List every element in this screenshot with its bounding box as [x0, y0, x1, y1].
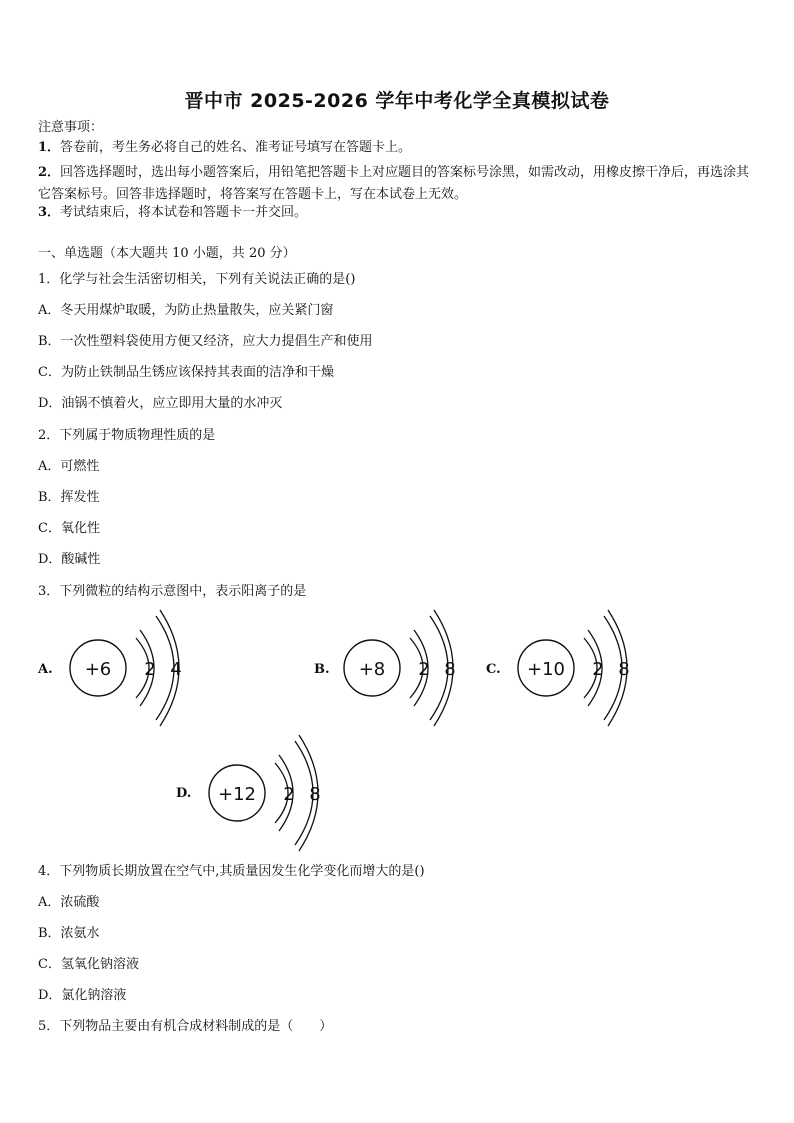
notice-item-number: 2． — [38, 165, 61, 180]
question-4-option-b: B．浓氨水 — [38, 926, 100, 941]
atom-diagram-b — [338, 608, 468, 728]
question-2-stem: 2．下列属于物质物理性质的是 — [38, 428, 216, 443]
notice-item-number: 1． — [38, 140, 61, 155]
diagram-a-letter: A. — [38, 662, 53, 677]
shell-1-electrons: 2 — [418, 659, 430, 680]
question-2-option-c: C．氧化性 — [38, 521, 100, 536]
notice-item-3 — [38, 205, 758, 221]
shell-2-electrons: 4 — [170, 659, 182, 680]
shell-1-electrons: 2 — [592, 659, 604, 680]
notice-item-2 — [38, 162, 758, 206]
question-1-stem: 1．化学与社会生活密切相关，下列有关说法正确的是() — [38, 272, 356, 287]
nucleus-charge: +8 — [358, 659, 386, 680]
question-1-option-b: B．一次性塑料袋使用方便又经济，应大力提倡生产和使用 — [38, 334, 373, 349]
page-title: 晋中市 2025-2026 学年中考化学全真模拟试卷 — [184, 90, 610, 112]
atom-diagram-c — [512, 608, 642, 728]
atom-diagram-a — [64, 608, 194, 728]
notice-item-number: 3． — [38, 205, 61, 220]
question-4-option-c: C．氢氧化钠溶液 — [38, 957, 139, 972]
shell-1-electrons: 2 — [144, 659, 156, 680]
question-2-option-b: B．挥发性 — [38, 490, 100, 505]
question-1-option-d: D．油锅不慎着火，应立即用大量的水冲灭 — [38, 396, 283, 411]
question-4-stem: 4．下列物质长期放置在空气中,其质量因发生化学变化而增大的是() — [38, 864, 425, 879]
question-5-stem: 5．下列物品主要由有机合成材料制成的是（ ） — [38, 1019, 333, 1034]
shell-2-electrons: 8 — [618, 659, 630, 680]
question-3-stem: 3．下列微粒的结构示意图中，表示阳离子的是 — [38, 584, 307, 599]
nucleus-charge: +10 — [527, 659, 565, 680]
notice-item-text: 回答选择题时，选出每小题答案后，用铅笔把答题卡上对应题目的答案标号涂黑，如需改动，用橡皮擦干净后，再选涂其它答案标号。回答非选择题时，将答案写在答题卡上，写在本试卷上无效。 — [38, 165, 750, 202]
nucleus-charge: +6 — [84, 659, 112, 680]
question-4-option-d: D．氯化钠溶液 — [38, 988, 127, 1003]
notice-item-1 — [38, 140, 758, 156]
question-1-option-a: A．冬天用煤炉取暖，为防止热量散失，应关紧门窗 — [38, 303, 334, 318]
question-2-option-d: D．酸碱性 — [38, 552, 101, 567]
question-2-option-a: A．可燃性 — [38, 459, 100, 474]
diagram-d-letter: D. — [176, 786, 192, 801]
shell-2-electrons: 8 — [444, 659, 456, 680]
question-1-option-c: C．为防止铁制品生锈应该保持其表面的洁净和干燥 — [38, 365, 334, 380]
shell-2-electrons: 8 — [309, 784, 321, 805]
question-4-option-a: A．浓硫酸 — [38, 895, 100, 910]
nucleus-charge: +12 — [218, 784, 256, 805]
diagram-b-letter: B. — [314, 662, 330, 677]
atom-diagram-d — [203, 733, 333, 853]
notice-item-text: 考试结束后，将本试卷和答题卡一并交回。 — [60, 205, 308, 220]
section-heading: 一、单选题（本大题共 10 小题，共 20 分） — [38, 246, 296, 261]
diagram-c-letter: C. — [486, 662, 501, 677]
notice-item-text: 答卷前，考生务必将自己的姓名、准考证号填写在答题卡上。 — [60, 140, 412, 155]
shell-1-electrons: 2 — [283, 784, 295, 805]
notice-heading: 注意事项： — [38, 120, 104, 135]
